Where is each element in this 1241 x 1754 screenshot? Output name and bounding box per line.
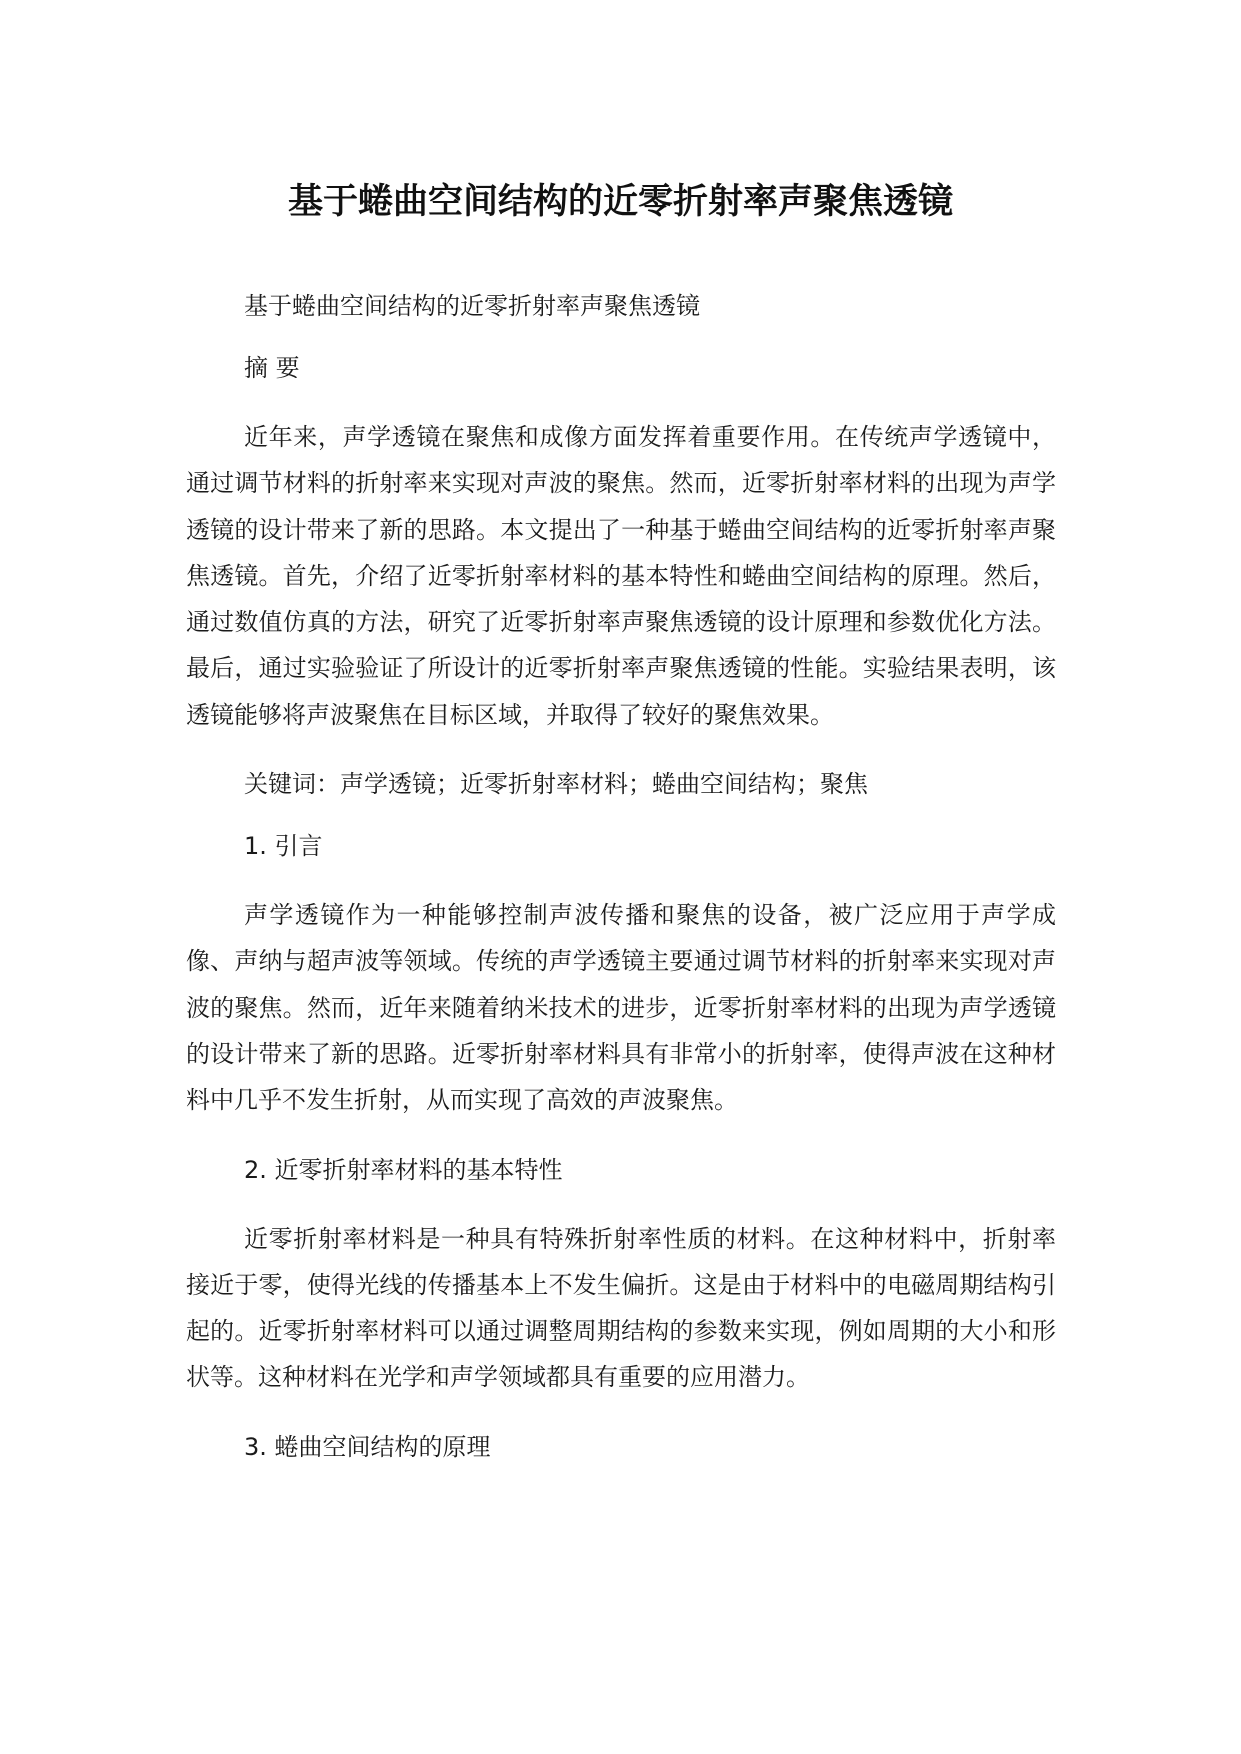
document-title: 基于蜷曲空间结构的近零折射率声聚焦透镜 <box>287 182 953 222</box>
section-paragraph-introduction: 声学透镜作为一种能够控制声波传播和聚焦的设备，被广泛应用于声学成像、声纳与超声波等领域。传统的声学透镜主要通过调节材料的折射率来实现对声波的聚焦。然而，近年来随着纳米技术的进步，近零折射率材料的出现为声学透镜的设计带来了新的思路。近零折射率材料具有非常小的折射率，使得声波在这种材料中几乎不发生折射，从而实现了高效的声波聚焦。 <box>186 901 1056 1115</box>
abstract-heading: 摘 要 <box>244 354 300 382</box>
section-heading-introduction: 1. 引言 <box>244 832 323 861</box>
section-heading-material-properties: 2. 近零折射率材料的基本特性 <box>244 1155 563 1184</box>
section-heading-coiled-space-principle: 3. 蜷曲空间结构的原理 <box>244 1432 491 1461</box>
abstract-paragraph: 近年来，声学透镜在聚焦和成像方面发挥着重要作用。在传统声学透镜中，通过调节材料的折射率来实现对声波的聚焦。然而，近零折射率材料的出现为声学透镜的设计带来了新的思路。本文提出了一种基于蜷曲空间结构的近零折射率声聚焦透镜。首先，介绍了近零折射率材料的基本特性和蜷曲空间结构的原理。然后，通过数值仿真的方法，研究了近零折射率声聚焦透镜的设计原理和参数优化方法。最后，通过实验验证了所设计的近零折射率声聚焦透镜的性能。实验结果表明，该透镜能够将声波聚焦在目标区域，并取得了较好的聚焦效果。 <box>186 423 1056 729</box>
document-body <box>186 290 1056 1493</box>
document-subtitle: 基于蜷曲空间结构的近零折射率声聚焦透镜 <box>244 292 700 320</box>
keywords-line: 关键词：声学透镜；近零折射率材料；蜷曲空间结构；聚焦 <box>244 770 868 799</box>
section-paragraph-material-properties: 近零折射率材料是一种具有特殊折射率性质的材料。在这种材料中，折射率接近于零，使得光线的传播基本上不发生偏折。这是由于材料中的电磁周期结构引起的。近零折射率材料可以通过调整周期结构的参数来实现，例如周期的大小和形状等。这种材料在光学和声学领域都具有重要的应用潜力。 <box>186 1224 1056 1392</box>
